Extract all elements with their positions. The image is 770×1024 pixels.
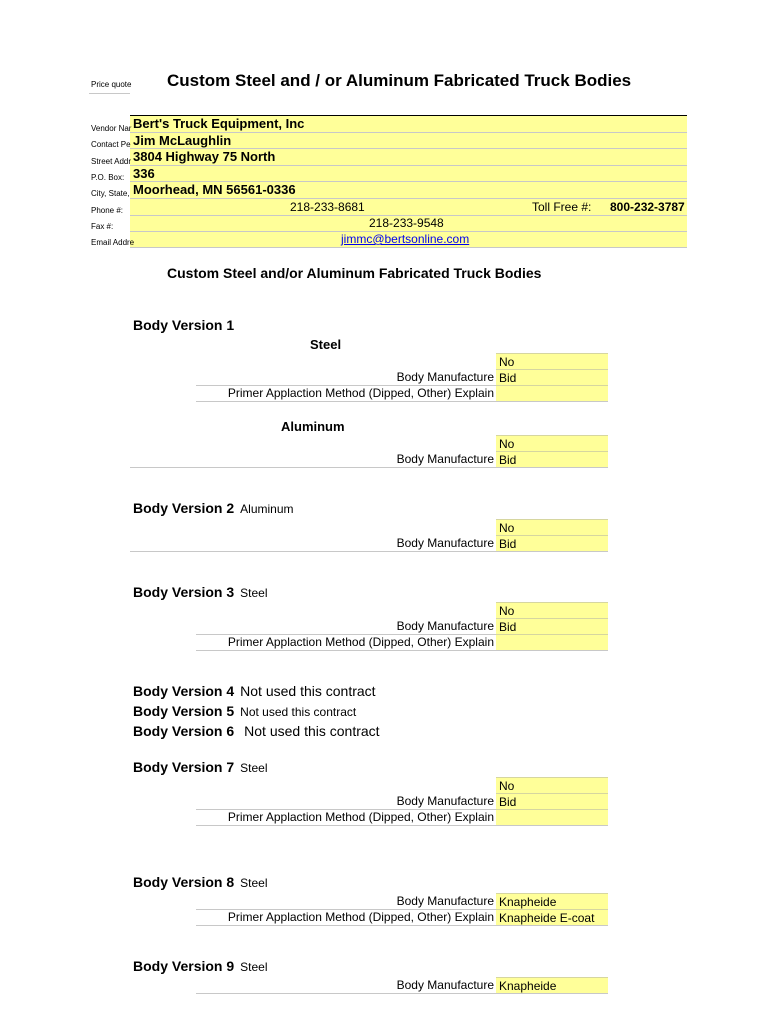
bv1-steel-bid: Bid	[496, 369, 608, 386]
bv9-title-text: Body Version 9	[133, 958, 235, 974]
page-title: Custom Steel and / or Aluminum Fabricated Truck Bodies	[167, 71, 632, 90]
bv2-bid: Bid	[496, 535, 608, 552]
body-version-6-title	[133, 723, 380, 739]
bv4-title-text: Body Version 4	[133, 683, 235, 699]
contact-person-value: Jim McLaughlin	[133, 133, 232, 148]
bv3-manufacture-label: Body Manufacture	[396, 619, 494, 633]
contact-person-label: Contact Pe	[91, 140, 131, 149]
toll-free-value: 800-232-3787	[610, 200, 685, 214]
vendor-name-value: Bert's Truck Equipment, Inc	[133, 116, 305, 131]
price-quote-label: Price quote	[91, 80, 132, 89]
bv9-manufacture-value: Knapheide	[496, 977, 608, 994]
phone-value: 218-233-8681	[290, 200, 365, 214]
phone-label: Phone #:	[91, 206, 124, 215]
bv3-primer-value	[496, 634, 608, 651]
fax-value: 218-233-9548	[369, 216, 444, 230]
bv3-bid: Bid	[496, 618, 608, 635]
bv8-title-text: Body Version 8	[133, 874, 235, 890]
bv4-note: Not used this contract	[240, 683, 376, 699]
bv2-bid-no: No	[496, 519, 608, 536]
bv7-title-text: Body Version 7	[133, 759, 235, 775]
bv1-steel-heading: Steel	[310, 337, 342, 352]
bv8-material: Steel	[240, 876, 268, 890]
bv9-material: Steel	[240, 960, 268, 974]
vendor-name-label: Vendor Nar	[91, 124, 132, 133]
body-version-4-title	[133, 683, 376, 699]
bv5-note: Not used this contract	[240, 705, 357, 719]
toll-free-label: Toll Free #:	[532, 200, 592, 214]
city-state-value: Moorhead, MN 56561-0336	[133, 182, 296, 197]
bv9-manufacture-label: Body Manufacture	[396, 978, 494, 992]
bv1-steel-manufacture-label: Body Manufacture	[396, 370, 494, 384]
bv1-aluminum-bid-no: No	[496, 435, 608, 452]
bv3-primer-label: Primer Applaction Method (Dipped, Other) Explain	[227, 635, 494, 649]
bv5-title-text: Body Version 5	[133, 703, 235, 719]
bv1-aluminum-manufacture-label: Body Manufacture	[396, 452, 494, 466]
bv3-material: Steel	[240, 586, 268, 600]
street-address-value: 3804 Highway 75 North	[133, 149, 276, 164]
bv8-manufacture-label: Body Manufacture	[396, 894, 494, 908]
fax-label: Fax #:	[91, 222, 114, 231]
bv3-bid-no: No	[496, 602, 608, 619]
bv7-bid: Bid	[496, 793, 608, 810]
bv1-steel-primer-label: Primer Applaction Method (Dipped, Other) Explain	[227, 386, 494, 400]
body-version-1-title: Body Version 1	[133, 317, 235, 333]
email-label: Email Addre	[91, 238, 135, 247]
body-version-8-title	[133, 874, 268, 890]
bv2-material: Aluminum	[240, 502, 294, 516]
body-version-5-title	[133, 703, 356, 719]
bv7-material: Steel	[240, 761, 268, 775]
bv7-primer-value	[496, 809, 608, 826]
body-version-7-title	[133, 759, 268, 775]
bv2-title-text: Body Version 2	[133, 500, 235, 516]
city-state-label: City, State,	[91, 189, 130, 198]
bv3-title-text: Body Version 3	[133, 584, 235, 600]
bv8-primer-value: Knapheide E-coat	[496, 909, 608, 926]
street-address-label: Street Addr	[91, 157, 132, 166]
bv1-aluminum-bid: Bid	[496, 451, 608, 468]
bv2-manufacture-label: Body Manufacture	[396, 536, 494, 550]
body-version-9-title	[133, 958, 268, 974]
bv7-bid-no: No	[496, 777, 608, 794]
bv8-manufacture-value: Knapheide	[496, 893, 608, 910]
po-box-value: 336	[133, 166, 155, 181]
bv1-steel-primer-value	[496, 385, 608, 402]
bv6-title-text: Body Version 6	[133, 723, 235, 739]
bv7-primer-label: Primer Applaction Method (Dipped, Other) Explain	[227, 810, 494, 824]
bv7-manufacture-label: Body Manufacture	[396, 794, 494, 808]
section-subtitle: Custom Steel and/or Aluminum Fabricated Truck Bodies	[167, 265, 542, 281]
email-link[interactable]: jimmc@bertsonline.com	[341, 232, 470, 246]
po-box-label: P.O. Box:	[91, 173, 125, 182]
body-version-2-title	[133, 500, 294, 516]
bv6-note: Not used this contract	[244, 723, 380, 739]
body-version-3-title	[133, 584, 268, 600]
bv8-primer-label: Primer Applaction Method (Dipped, Other) Explain	[227, 910, 494, 924]
bv1-aluminum-heading: Aluminum	[281, 419, 345, 434]
bv1-steel-bid-no: No	[496, 353, 608, 370]
